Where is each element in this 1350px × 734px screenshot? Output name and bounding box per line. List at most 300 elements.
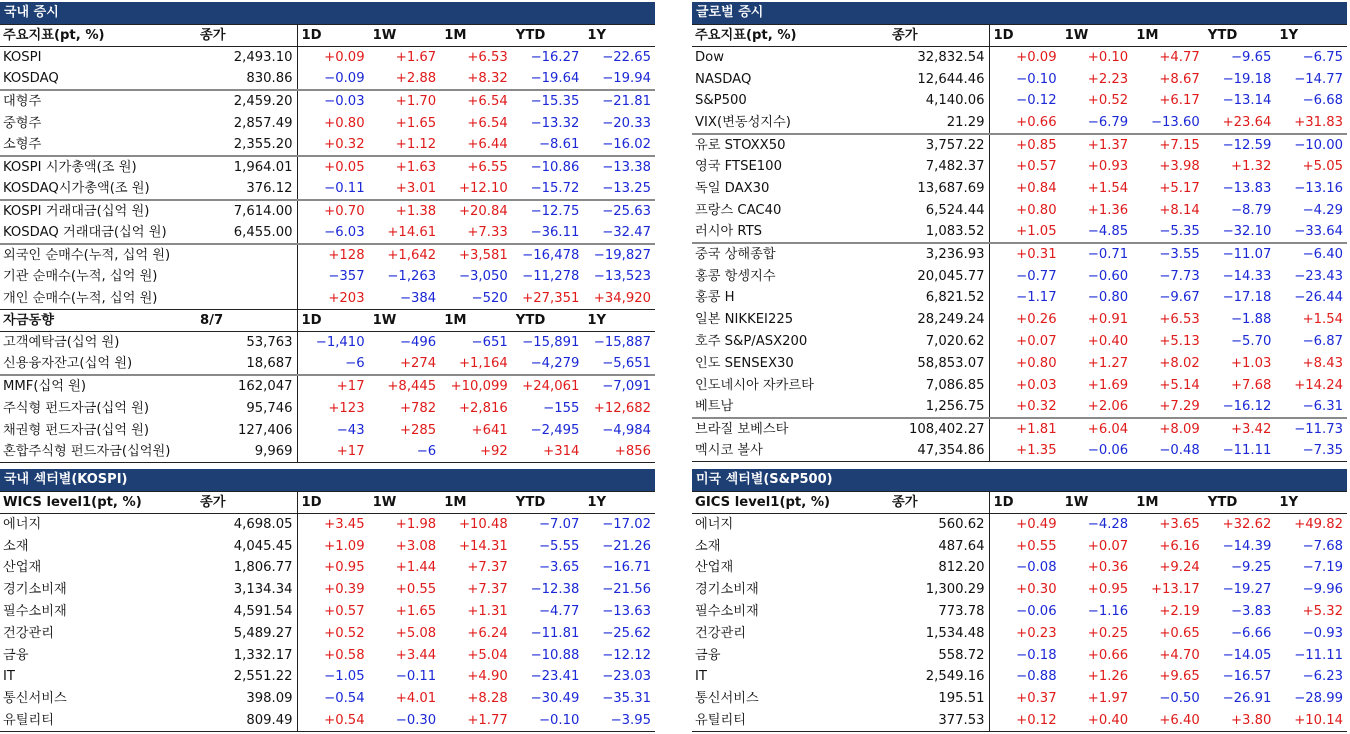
cell-name: IT [695,669,707,685]
cell-1m: +6.24 [467,625,508,641]
cell-1d: +0.07 [1016,334,1057,350]
cell-1w: −0.11 [395,669,437,685]
cell-ytd: −155 [543,400,580,416]
cell-name: 영국 FTSE100 [695,159,782,175]
cell-1m: +0.65 [1159,625,1200,641]
cell-1y: −16.02 [602,137,651,153]
cell-1m: +12.10 [458,181,508,197]
cell-1m: +9.24 [1159,560,1200,576]
table-row [692,396,1347,418]
cell-1d: +0.30 [1016,582,1057,598]
cell-1m: +14.31 [458,538,508,554]
cell-ytd: −19.18 [1222,71,1272,87]
cell-1m: +6.44 [467,137,508,153]
cell-1w: +0.07 [1087,538,1129,554]
cell-1y: −16.71 [602,560,651,576]
table-row [0,90,655,112]
cell-close [197,244,297,266]
cell-1w: −0.71 [1061,243,1133,265]
cell-ytd: +27,351 [522,291,580,307]
cell-close: 1,300.29 [889,579,989,601]
cell-1y: −21.81 [583,90,655,112]
cell-1m: +3.98 [1159,159,1200,175]
cell-close: 4,591.54 [197,601,297,623]
table-row [692,199,1347,221]
cell-1y: −25.62 [602,625,651,641]
cell-close: 1,332.17 [197,644,297,666]
cell-name: 일본 NIKKEI225 [695,312,794,328]
cell-close: 830.86 [197,68,297,90]
cell-1d: +1.35 [989,440,1061,462]
table-row [0,266,655,288]
table-row [692,644,1347,666]
cell-close: 18,687 [197,353,297,375]
cell-name: NASDAQ [695,71,752,87]
cell-1y: −13,523 [593,269,651,285]
cell-name: 중국 상해종합 [692,243,889,265]
table-row [692,601,1347,623]
header-1d: 1D [989,25,1061,47]
cell-1w: −0.80 [1087,290,1129,306]
cell-ytd: +32.62 [1222,517,1272,533]
cell-ytd: −15.35 [512,90,584,112]
cell-ytd: −11,278 [522,269,580,285]
cell-name: 건강관리 [695,625,746,641]
header-1y: 1Y [1275,492,1347,514]
cell-close: 3,134.34 [197,579,297,601]
cell-name: 에너지 [3,517,42,533]
header-1d: 1D [297,492,369,514]
cell-close: 558.72 [889,644,989,666]
cell-1d: −357 [328,269,365,285]
cell-close: 7,614.00 [197,200,297,222]
cell-1w: +5.08 [395,625,437,641]
cell-1y: −5,651 [602,356,651,372]
cell-1d: −1,410 [315,335,365,351]
cell-1m: +7.37 [467,582,508,598]
cell-1m: +6.16 [1159,538,1200,554]
cell-1d: +0.80 [1016,355,1057,371]
header-1w: 1W [369,25,441,47]
table-header-row [0,25,655,47]
domestic-market-panel [0,2,655,463]
cell-name: KOSPI 거래대금(십억 원) [0,200,197,222]
cell-ytd: −30.49 [530,691,580,707]
cell-1w: +0.10 [1087,50,1129,66]
data-table [692,24,1347,462]
cell-ytd: −16.12 [1222,399,1272,415]
cell-1d: +0.49 [1016,517,1057,533]
cell-ytd: −0.10 [512,710,584,732]
cell-1y: +34,920 [593,291,651,307]
cell-1w: +1.65 [395,604,437,620]
cell-1d: +1.05 [1016,224,1057,240]
cell-1w: −0.06 [1061,440,1133,462]
cell-1w: +1,642 [369,244,441,266]
header-1w: 1W [1061,25,1133,47]
cell-1d: +0.80 [324,115,365,131]
header-1w: 1W [369,492,441,514]
cell-1d: +0.84 [1016,181,1057,197]
cell-1d: −1.05 [324,669,365,685]
cell-name: 필수소비재 [695,604,759,620]
cell-1w: +4.01 [395,691,437,707]
cell-1y: −6.87 [1302,334,1343,350]
cell-name: 베트남 [695,399,734,415]
cell-1w: +2.06 [1087,399,1129,415]
cell-name: 유틸리티 [0,710,197,732]
cell-1y: −6.68 [1302,93,1343,109]
cell-ytd: −23.41 [530,669,580,685]
cell-ytd: −11.81 [530,625,580,641]
cell-close: 4,140.06 [889,90,989,112]
panel-title: 국내 섹터별(KOSPI) [0,469,655,491]
cell-ytd: −14.05 [1222,647,1272,663]
table-row [0,200,655,222]
cell-1w: −6.79 [1087,114,1129,130]
cell-1y: −6.31 [1302,399,1343,415]
cell-1w: −384 [399,291,437,307]
cell-ytd: −12.59 [1204,134,1276,156]
cell-name: 소재 [3,538,29,554]
cell-1y: +14.24 [1294,377,1343,393]
cell-1d: −0.54 [324,691,365,707]
cell-name: VIX(변동성지수) [695,114,791,130]
header-name: 자금동향 [0,310,197,332]
cell-close: 487.64 [889,535,989,557]
cell-ytd: −13.32 [530,115,580,131]
cell-close: 1,534.48 [889,622,989,644]
cell-ytd: −8.61 [538,137,580,153]
table-row [692,535,1347,557]
cell-ytd: −16.27 [530,50,580,66]
cell-1w: +3.44 [395,647,437,663]
cell-name: 독일 DAX30 [695,181,770,197]
cell-1w: −4.28 [1087,517,1129,533]
cell-1w: +1.98 [395,517,437,533]
cell-1w: +0.95 [1087,582,1129,598]
cell-1m: −520 [471,291,508,307]
table-row [0,353,655,375]
cell-1y: +10.14 [1275,710,1347,732]
cell-1m: +7.29 [1159,399,1200,415]
cell-name: 중형주 [3,115,42,131]
cell-name: 금융 [695,647,721,663]
table-row [692,309,1347,331]
cell-ytd: −13.83 [1222,181,1272,197]
cell-1m: +92 [440,441,512,463]
cell-1w: +1.69 [1087,377,1129,393]
header-ytd: YTD [512,492,584,514]
cell-ytd: −17.18 [1222,290,1272,306]
panel-title: 국내 증시 [0,2,655,24]
panel-title: 글로벌 증시 [692,2,1347,24]
cell-close: 398.09 [197,688,297,710]
cell-close: 20,045.77 [889,265,989,287]
cell-name: Dow [695,50,725,66]
cell-1m: +8.28 [467,691,508,707]
cell-close: 3,236.93 [889,243,989,265]
cell-close: 2,857.49 [197,112,297,134]
table-header-row [692,25,1347,47]
cell-ytd: −36.11 [530,225,580,241]
cell-name: 건강관리 [3,625,54,641]
header-1w: 1W [369,310,441,332]
table-row [692,418,1347,440]
cell-1d: −0.11 [324,181,365,197]
cell-1d: +0.58 [324,647,365,663]
table-row [692,710,1347,732]
table-row [0,601,655,623]
table-row [0,178,655,200]
cell-close: 195.51 [889,688,989,710]
cell-ytd: −5.55 [538,538,580,554]
cell-1d: −0.18 [1016,647,1057,663]
header-1y: 1Y [583,25,655,47]
data-table [0,24,655,463]
header-1y: 1Y [583,492,655,514]
cell-close: 6,821.52 [889,287,989,309]
cell-close: 377.53 [889,710,989,732]
header-1d: 1D [297,25,369,47]
cell-1d: +0.09 [1016,50,1057,66]
cell-1d: +203 [328,291,365,307]
cell-1d: −6.03 [324,225,365,241]
cell-1y: −19.94 [602,71,651,87]
table-row [0,688,655,710]
cell-1y: −23.43 [1294,268,1343,284]
cell-1m: +3,581 [440,244,512,266]
table-row [0,622,655,644]
table-row [692,352,1347,374]
header-1m: 1M [1132,492,1204,514]
cell-1d: −0.77 [1016,268,1057,284]
cell-close: 58,853.07 [889,352,989,374]
table-row [0,112,655,134]
cell-1w: +0.25 [1087,625,1129,641]
cell-1m: +10.48 [458,517,508,533]
cell-1y: +49.82 [1294,517,1343,533]
cell-1d: +0.95 [324,560,365,576]
cell-1y: +31.83 [1294,114,1343,130]
cell-name: IT [3,669,15,685]
cell-1w: +1.67 [395,50,437,66]
table-row [692,90,1347,112]
cell-1y: −13.38 [583,156,655,178]
cell-1w: +285 [399,422,437,438]
table-row [0,710,655,732]
cell-1w: +1.26 [1087,669,1129,685]
cell-1m: +4.77 [1159,50,1200,66]
cell-ytd: −12.38 [530,582,580,598]
cell-close: 28,249.24 [889,309,989,331]
cell-1d: +0.66 [1016,114,1057,130]
global-market-panel [692,2,1347,462]
cell-1y: −4,984 [602,422,651,438]
table-row [0,441,655,463]
cell-1m: +6.55 [440,156,512,178]
cell-1y: −17.02 [602,517,651,533]
cell-1d: +0.09 [324,50,365,66]
table-row [0,68,655,90]
cell-1d: +0.26 [1016,312,1057,328]
cell-1m: +5.13 [1159,334,1200,350]
table-row [692,134,1347,156]
cell-1y: −20.33 [602,115,651,131]
cell-1m: +6.17 [1159,93,1200,109]
cell-1d: +0.54 [297,710,369,732]
cell-close: 32,832.54 [889,47,989,69]
cell-1y: −10.00 [1275,134,1347,156]
cell-1y: −4.29 [1302,202,1343,218]
cell-1d: +0.85 [989,134,1061,156]
cell-1m: +2,816 [458,400,508,416]
cell-1w: +0.93 [1087,159,1129,175]
table-row [0,288,655,310]
header-close: 종가 [889,25,989,47]
cell-1w: −4.85 [1087,224,1129,240]
cell-1w: +2.88 [395,71,437,87]
cell-close: 13,687.69 [889,178,989,200]
cell-close: 95,746 [197,397,297,419]
cell-close: 5,489.27 [197,622,297,644]
cell-1m: +5.17 [1159,181,1200,197]
cell-1m: +641 [471,422,508,438]
cell-close [197,266,297,288]
cell-ytd: −11.11 [1204,440,1276,462]
cell-1d: +128 [297,244,369,266]
cell-1w: +1.54 [1087,181,1129,197]
header-ytd: YTD [1204,492,1276,514]
cell-close: 2,459.20 [197,90,297,112]
cell-name: 멕시코 볼사 [692,440,889,462]
cell-1m: +6.53 [1159,312,1200,328]
cell-name: 산업재 [695,560,734,576]
cell-1w: +2.23 [1087,71,1129,87]
cell-ytd: −9.65 [1230,50,1272,66]
cell-close: 812.20 [889,557,989,579]
cell-1w: +1.65 [395,115,437,131]
cell-close: 773.78 [889,601,989,623]
cell-ytd: −14.39 [1222,538,1272,554]
cell-name: 고객예탁금(십억 원) [3,335,120,351]
cell-1y: −0.93 [1302,625,1343,641]
cell-1d: +0.57 [324,604,365,620]
cell-1m: +8.14 [1159,202,1200,218]
cell-1y: +8.43 [1302,355,1343,371]
cell-name: KOSDAQ 거래대금(십억 원) [3,225,167,241]
header-1d: 1D [297,310,369,332]
cell-1m: +7.33 [467,225,508,241]
table-row [692,374,1347,396]
cell-1w: −1,263 [387,269,437,285]
data-table [692,491,1347,732]
cell-1y: −11.11 [1294,647,1343,663]
cell-1w: +1.70 [369,90,441,112]
cell-1d: +0.23 [1016,625,1057,641]
cell-close: 9,969 [197,441,297,463]
cell-1w: −6 [369,441,441,463]
header-name: 주요지표(pt, %) [0,25,197,47]
cell-1m: +13.17 [1150,582,1200,598]
cell-1y: +12,682 [593,400,651,416]
cell-ytd: +23.64 [1222,114,1272,130]
table-row [0,244,655,266]
cell-name: 대형주 [0,90,197,112]
cell-1w: −0.60 [1087,268,1129,284]
table-row [692,579,1347,601]
cell-ytd: −3.65 [538,560,580,576]
cell-ytd: −13.14 [1222,93,1272,109]
cell-ytd: −15,891 [522,335,580,351]
cell-1w: +1.27 [1087,355,1129,371]
cell-1m: +9.65 [1159,669,1200,685]
cell-1m: +7.37 [467,560,508,576]
cell-1m: −0.50 [1159,691,1200,707]
cell-ytd: +3.80 [1204,710,1276,732]
cell-close: 21.29 [889,112,989,134]
cell-1d: +0.80 [1016,202,1057,218]
cell-ytd: −2,495 [530,422,580,438]
cell-1m: +7.15 [1132,134,1204,156]
cell-1w: +1.37 [1061,134,1133,156]
cell-close: 4,045.45 [197,535,297,557]
header-1w: 1W [1061,492,1133,514]
cell-close: 162,047 [197,375,297,397]
table-row [0,397,655,419]
cell-1y: −7,091 [583,375,655,397]
cell-ytd: −16.57 [1222,669,1272,685]
cell-1w: +1.38 [369,200,441,222]
cell-name: 신용융자잔고(십억 원) [3,356,133,372]
cell-name: 유로 STOXX50 [692,134,889,156]
header-1d: 1D [989,492,1061,514]
cell-ytd: −32.10 [1222,224,1272,240]
cell-1y: −19,827 [583,244,655,266]
header-close: 8/7 [197,310,297,332]
cell-close: 2,549.16 [889,666,989,688]
cell-1d: +123 [328,400,365,416]
cell-ytd: +3.42 [1204,418,1276,440]
cell-1d: +0.32 [324,137,365,153]
cell-1m: +6.40 [1132,710,1204,732]
cell-name: 브라질 보베스타 [692,418,889,440]
cell-1m: +2.19 [1159,604,1200,620]
cell-1y: −12.12 [602,647,651,663]
cell-1d: +0.32 [1016,399,1057,415]
cell-close: 127,406 [197,419,297,441]
cell-1w: +14.61 [387,225,437,241]
table-row [0,156,655,178]
cell-name: 소재 [695,538,721,554]
cell-1w: −496 [399,335,437,351]
cell-1m: +5.04 [467,647,508,663]
cell-ytd: +7.68 [1230,377,1272,393]
cell-1d: +0.57 [1016,159,1057,175]
cell-1m: +8.09 [1132,418,1204,440]
cell-1y: −13.25 [602,181,651,197]
cell-ytd: −15.72 [530,181,580,197]
cell-1y: −35.31 [602,691,651,707]
cell-1y: −11.73 [1275,418,1347,440]
cell-1d: +17 [297,375,369,397]
cell-1y: −28.99 [1294,691,1343,707]
kospi-sectors-panel [0,469,655,732]
table-row [692,622,1347,644]
cell-1w: +0.36 [1087,560,1129,576]
header-close: 종가 [197,492,297,514]
cell-name: 경기소비재 [3,582,67,598]
